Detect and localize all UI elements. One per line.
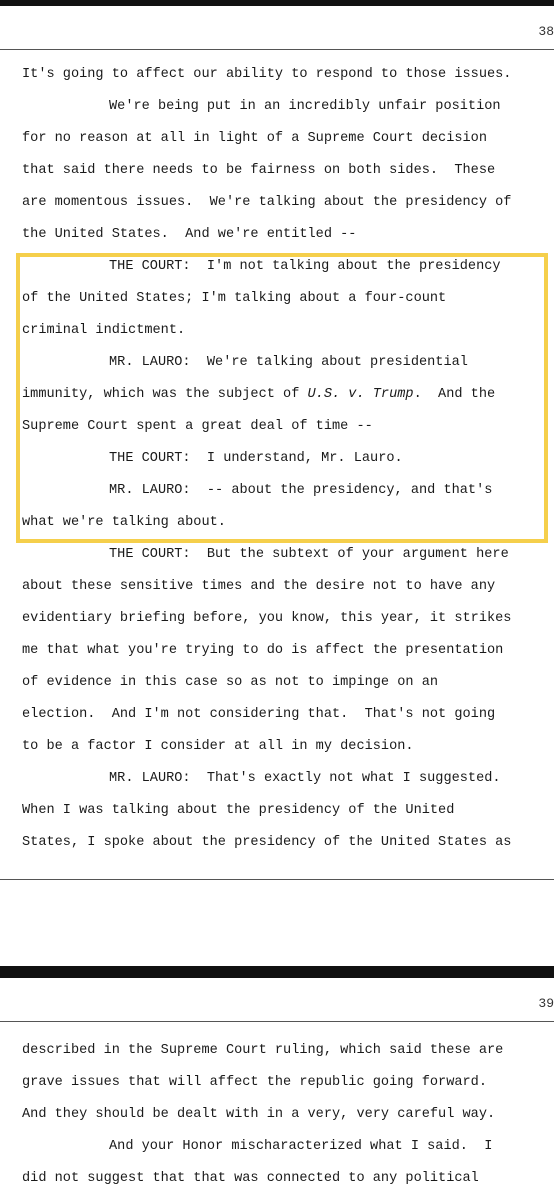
transcript-line: THE COURT: I'm not talking about the presidency	[109, 259, 501, 274]
transcript-line: When I was talking about the presidency of the United	[22, 803, 455, 818]
case-citation: U.S. v. Trump	[307, 387, 414, 402]
top-page-divider-bar	[0, 0, 554, 6]
transcript-line: evidentiary briefing before, you know, this year, it strikes	[22, 611, 512, 626]
transcript-line: MR. LAURO: -- about the presidency, and that's	[109, 483, 493, 498]
transcript-line: Supreme Court spent a great deal of time --	[22, 419, 373, 434]
transcript-line: We're being put in an incredibly unfair position	[109, 99, 501, 114]
transcript-line: described in the Supreme Court ruling, which said these are	[22, 1043, 504, 1058]
page-footer-rule	[0, 879, 554, 880]
transcript-line	[22, 386, 495, 404]
transcript-line: THE COURT: I understand, Mr. Lauro.	[109, 451, 403, 466]
transcript-line: that said there needs to be fairness on both sides. These	[22, 163, 496, 178]
transcript-line: of evidence in this case so as not to impinge on an	[22, 675, 439, 690]
transcript-line: election. And I'm not considering that. That's not going	[22, 707, 496, 722]
transcript-line: It's going to affect our ability to respond to those issues.	[22, 67, 512, 82]
transcript-line: of the United States; I'm talking about a four-count	[22, 291, 447, 306]
page-number: 38	[538, 24, 554, 39]
page-break-bar	[0, 966, 554, 978]
transcript-line: about these sensitive times and the desire not to have any	[22, 579, 496, 594]
page-header-rule	[0, 49, 554, 50]
transcript-line: grave issues that will affect the republic going forward.	[22, 1075, 487, 1090]
page-number: 39	[538, 996, 554, 1011]
page-header-rule	[0, 1021, 554, 1022]
transcript-line: did not suggest that that was connected to any political	[22, 1171, 479, 1186]
transcript-line: MR. LAURO: We're talking about presidential	[109, 355, 468, 370]
transcript-line: And they should be dealt with in a very, very careful way.	[22, 1107, 496, 1122]
transcript-line: criminal indictment.	[22, 323, 186, 338]
transcript-line: what we're talking about.	[22, 515, 226, 530]
transcript-line: MR. LAURO: That's exactly not what I suggested.	[109, 771, 501, 786]
transcript-line: And your Honor mischaracterized what I said. I	[109, 1139, 493, 1154]
transcript-line: me that what you're trying to do is affect the presentation	[22, 643, 504, 658]
transcript-line: for no reason at all in light of a Supreme Court decision	[22, 131, 487, 146]
transcript-line: the United States. And we're entitled --	[22, 227, 357, 242]
transcript-line: THE COURT: But the subtext of your argument here	[109, 547, 509, 562]
line-text: . And the	[413, 387, 496, 402]
transcript-line: are momentous issues. We're talking about the presidency of	[22, 195, 512, 210]
transcript-line: States, I spoke about the presidency of the United States as	[22, 835, 512, 850]
transcript-line: to be a factor I consider at all in my decision.	[22, 739, 414, 754]
line-text: immunity, which was the subject of	[22, 387, 308, 402]
